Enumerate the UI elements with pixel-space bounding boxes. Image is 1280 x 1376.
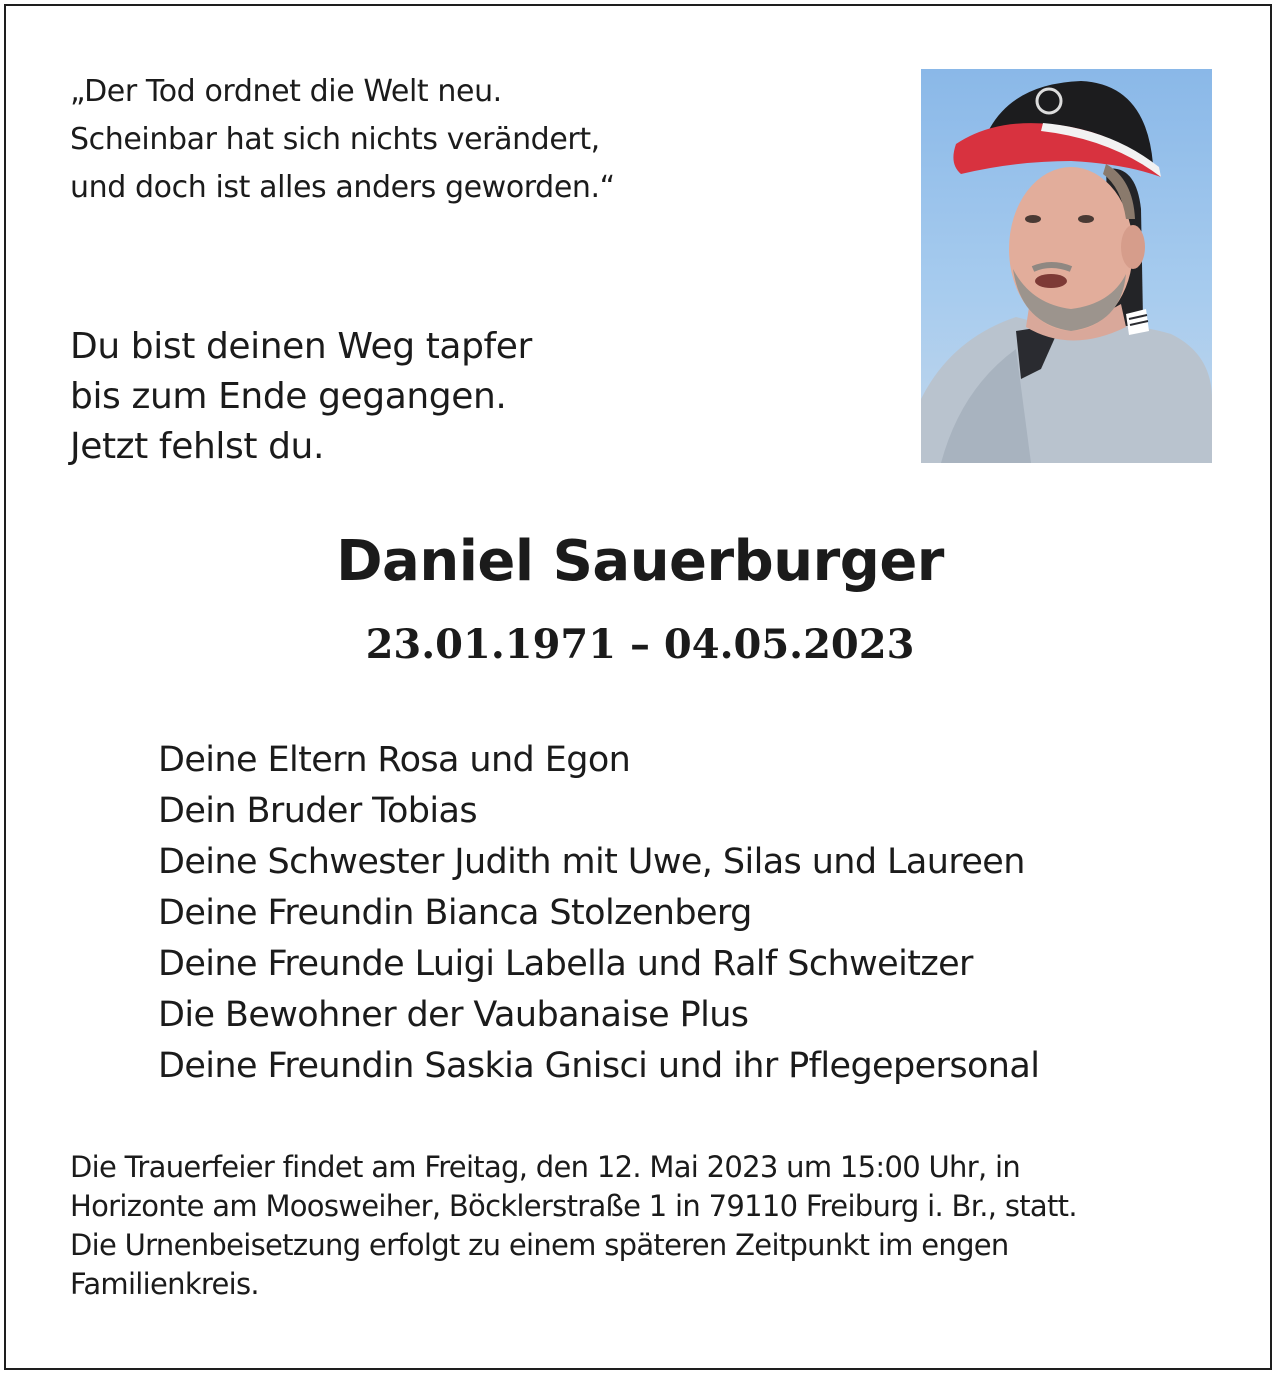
mourner-line: Deine Freundin Bianca Stolzenberg xyxy=(158,893,752,933)
notice-line: Familienkreis. xyxy=(70,1267,259,1301)
quote-line: und doch ist alles anders geworden.“ xyxy=(70,170,615,205)
mourner-line: Deine Eltern Rosa und Egon xyxy=(158,740,631,780)
notice-line: Horizonte am Moosweiher, Böcklerstraße 1 in 79110 Freiburg i. Br., statt. xyxy=(70,1189,1077,1223)
quote-line: „Der Tod ordnet die Welt neu. xyxy=(70,74,502,109)
notice-line: Die Urnenbeisetzung erfolgt zu einem späteren Zeitpunkt im engen xyxy=(70,1228,1009,1262)
consolation-line: Du bist deinen Weg tapfer xyxy=(70,326,532,367)
portrait-photo xyxy=(921,69,1212,463)
mourner-line: Die Bewohner der Vaubanaise Plus xyxy=(158,995,749,1035)
deceased-name: Daniel Sauerburger xyxy=(336,529,944,594)
mourners-list xyxy=(158,735,1238,1092)
mourner-line: Deine Freunde Luigi Labella und Ralf Schweitzer xyxy=(158,944,973,984)
quote-block xyxy=(70,68,870,212)
consolation-block xyxy=(70,322,870,472)
mourner-line: Deine Schwester Judith mit Uwe, Silas und Laureen xyxy=(158,842,1025,882)
consolation-line: Jetzt fehlst du. xyxy=(70,426,325,467)
consolation-line: bis zum Ende gegangen. xyxy=(70,376,507,417)
mourner-line: Deine Freundin Saskia Gnisci und ihr Pflegepersonal xyxy=(158,1046,1040,1086)
quote-line: Scheinbar hat sich nichts verändert, xyxy=(70,122,600,157)
notice-line: Die Trauerfeier findet am Freitag, den 12. Mai 2023 um 15:00 Uhr, in xyxy=(70,1150,1021,1184)
life-dates: 23.01.1971 – 04.05.2023 xyxy=(365,621,915,668)
mourner-line: Dein Bruder Tobias xyxy=(158,791,478,831)
funeral-notice xyxy=(70,1148,1212,1304)
